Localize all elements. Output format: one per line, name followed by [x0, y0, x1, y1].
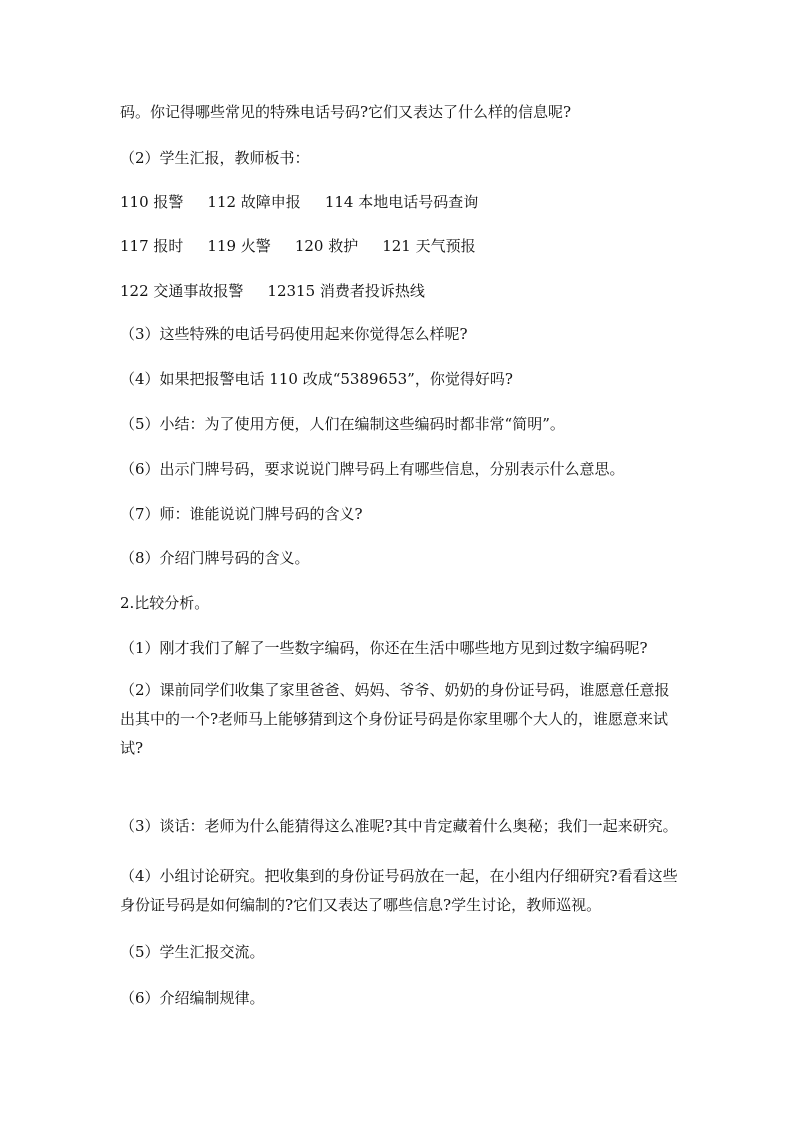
- text-paragraph: （4）小组讨论研究。把收集到的身份证号码放在一起，在小组内仔细研究?看看这些身份证号码是如何编制的?它们又表达了哪些信息?学生讨论，教师巡视。: [120, 867, 678, 914]
- text-line: （6）介绍编制规律。: [120, 989, 265, 1007]
- text-line: （2）学生汇报，教师板书：: [120, 149, 310, 167]
- text-line: （1）刚才我们了解了一些数字编码，你还在生活中哪些地方见到过数字编码呢?: [120, 639, 648, 657]
- text-line: （3）这些特殊的电话号码使用起来你觉得怎么样呢?: [120, 325, 468, 343]
- phone-number-row: [120, 236, 476, 256]
- text-line: （7）师：谁能说说门牌号码的含义?: [120, 505, 363, 523]
- phone-number-row: [120, 192, 478, 212]
- phone-number-item: 119 火警: [207, 237, 271, 255]
- text-line: （5）小结：为了使用方便，人们在编制这些编码时都非常“简明”。: [120, 415, 565, 433]
- phone-number-item: 112 故障申报: [207, 193, 301, 211]
- text-line: （8）介绍门牌号码的含义。: [120, 549, 310, 567]
- text-paragraph: （2）课前同学们收集了家里爸爸、妈妈、爷爷、奶奶的身份证号码，谁愿意任意报出其中的一个?老师马上能够猜到这个身份证号码是你家里哪个大人的，谁愿意来试试?: [120, 681, 670, 757]
- text-line: （6）出示门牌号码，要求说说门牌号码上有哪些信息，分别表示什么意思。: [120, 460, 625, 478]
- text-line: （5）学生汇报交流。: [120, 943, 265, 961]
- phone-number-item: 121 天气预报: [382, 237, 476, 255]
- section-heading: 2.比较分析。: [120, 594, 210, 612]
- phone-number-item: 122 交通事故报警: [120, 282, 244, 300]
- phone-number-item: 12315 消费者投诉热线: [267, 282, 425, 300]
- text-line: 码。你记得哪些常见的特殊电话号码?它们又表达了什么样的信息呢?: [120, 103, 572, 121]
- text-paragraph: （3）谈话：老师为什么能猜得这么准呢?其中肯定藏着什么奥秘；我们一起来研究。: [120, 817, 678, 835]
- phone-number-item: 114 本地电话号码查询: [324, 193, 479, 211]
- phone-number-item: 120 救护: [294, 237, 359, 255]
- phone-number-row: [120, 281, 425, 301]
- text-line: （4）如果把报警电话 110 改成“5389653”，你觉得好吗?: [120, 370, 513, 388]
- phone-number-item: 117 报时: [120, 237, 184, 255]
- phone-number-item: 110 报警: [120, 193, 184, 211]
